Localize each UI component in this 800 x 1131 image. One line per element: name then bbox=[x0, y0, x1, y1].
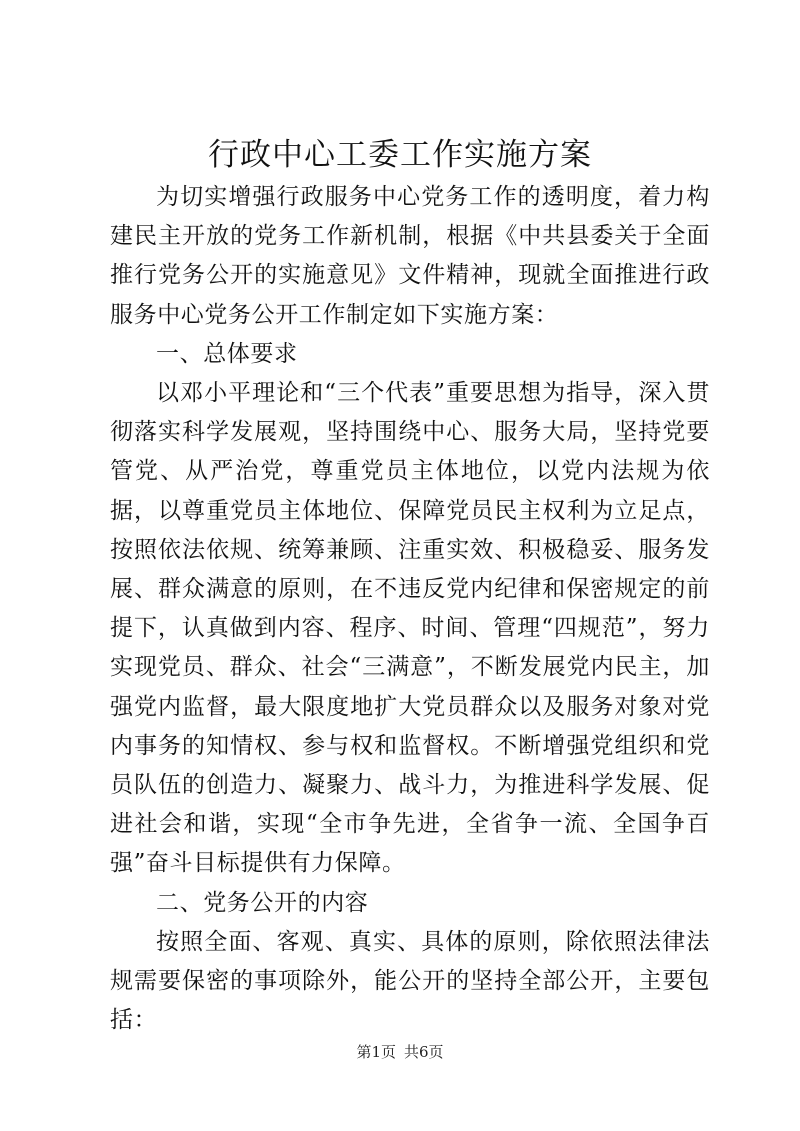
document-title: 行政中心工委工作实施方案 bbox=[208, 137, 592, 173]
general-requirements-paragraph: 以邓小平理论和“三个代表”重要思想为指导，深入贯彻落实科学发展观，坚持围绕中心、服务大局，坚持党要管党、从严治党，尊重党员主体地位，以党内法规为依据，以尊重党员主体地位、保障党员民主权利为立足点，按照依法依规、统筹兼顾、注重实效、积极稳妥、服务发展、群众满意的原则，在不违反党内纪律和保密规定的前提下，认真做到内容、程序、时间、管理“四规范”，努力实现党员、群众、社会“三满意”，不断发展党内民主，加强党内监督，最大限度地扩大党员群众以及服务对象对党内事务的知情权、参与权和监督权。不断增强党组织和党员队伍的创造力、凝聚力、战斗力，为推进科学发展、促进社会和谐，实现“全市争先进，全省争一流、全国争百强”奋斗目标提供有力保障。 bbox=[110, 380, 710, 877]
intro-paragraph: 为切实增强行政服务中心党务工作的透明度，着力构建民主开放的党务工作新机制，根据《中共县委关于全面推行党务公开的实施意见》文件精神，现就全面推进行政服务中心党务公开工作制定如下实施方案： bbox=[110, 184, 710, 328]
page-number: 第1页 bbox=[356, 1043, 396, 1061]
page-total: 共6页 bbox=[404, 1043, 444, 1061]
disclosure-content-paragraph: 按照全面、客观、真实、具体的原则，除依照法律法规需要保密的事项除外，能公开的坚持全部公开，主要包括： bbox=[110, 928, 710, 1034]
document-body bbox=[110, 178, 710, 1040]
page-footer bbox=[0, 1042, 800, 1062]
section-heading-general-requirements: 一、总体要求 bbox=[156, 340, 298, 367]
section-heading-disclosure-content: 二、党务公开的内容 bbox=[156, 889, 369, 916]
